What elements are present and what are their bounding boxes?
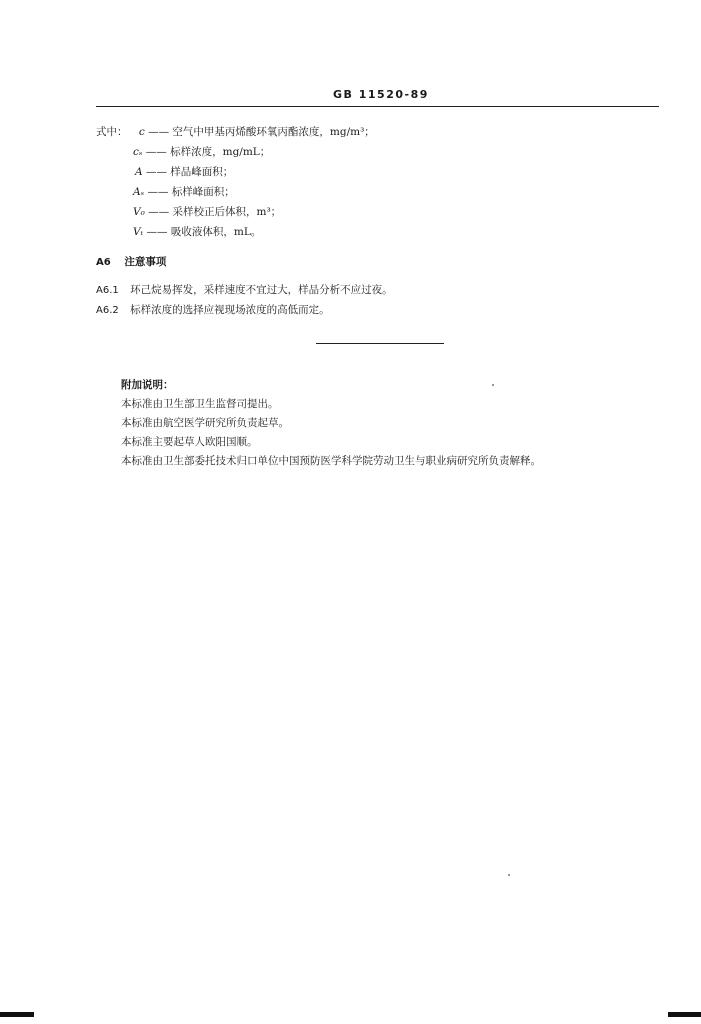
- formula-key-line: [133, 184, 235, 199]
- section-heading: [96, 254, 166, 269]
- formula-key-line: [133, 224, 261, 239]
- formula-dash: ——: [146, 226, 168, 238]
- section-item: [96, 282, 393, 297]
- item-number: A6.1: [96, 285, 119, 296]
- formula-desc: 吸收液体积，mL。: [170, 226, 262, 238]
- formula-desc: 空气中甲基丙烯酸环氧丙酯浓度，mg/m³；: [172, 126, 375, 138]
- formula-desc: 样品峰面积；: [170, 166, 234, 178]
- formula-dash: ——: [148, 206, 170, 218]
- scan-edge-mark: [668, 1012, 701, 1017]
- header-rule: [96, 106, 659, 107]
- formula-desc: 采样校正后体积，m³；: [172, 206, 282, 218]
- scan-speck: [492, 384, 494, 386]
- formula-desc: 标样峰面积；: [171, 186, 235, 198]
- item-number: A6.2: [96, 305, 119, 316]
- end-of-text-rule: [316, 343, 444, 344]
- formula-dash: ——: [145, 146, 167, 158]
- section-number: A6: [96, 257, 111, 268]
- notes-line: 本标准由卫生部委托技术归口单位中国预防医学科学院劳动卫生与职业病研究所负责解释。: [121, 455, 541, 467]
- formula-key-line: [133, 204, 281, 219]
- notes-line: 本标准主要起草人欧阳国顺。: [121, 436, 258, 448]
- formula-intro: 式中：: [96, 126, 128, 138]
- formula-symbol: c: [138, 126, 145, 138]
- formula-dash: ——: [148, 126, 170, 138]
- formula-key-line: [133, 144, 270, 159]
- formula-symbol: Vₜ: [133, 226, 144, 238]
- section-item: [96, 302, 330, 317]
- scan-speck: [508, 874, 510, 876]
- formula-dash: ——: [147, 186, 169, 198]
- section-title: 注意事项: [124, 256, 167, 268]
- formula-key-line: [96, 124, 375, 139]
- notes-line: 本标准由航空医学研究所负责起草。: [121, 417, 289, 429]
- formula-key-line: [135, 164, 233, 179]
- standard-number: GB 11520-89: [333, 88, 429, 101]
- notes-line: 本标准由卫生部卫生监督司提出。: [121, 398, 279, 410]
- formula-symbol: A: [135, 166, 143, 178]
- formula-desc: 标样浓度，mg/mL；: [170, 146, 271, 158]
- item-text: 标样浓度的选择应视现场浓度的高低而定。: [130, 304, 330, 316]
- scan-edge-mark: [0, 1012, 34, 1017]
- formula-symbol: cₛ: [133, 146, 143, 158]
- formula-symbol: V₀: [133, 206, 145, 218]
- item-text: 环己烷易挥发，采样速度不宜过大，样品分析不应过夜。: [130, 284, 393, 296]
- notes-title: 附加说明：: [121, 379, 174, 391]
- formula-symbol: Aₛ: [133, 186, 145, 198]
- formula-dash: ——: [145, 166, 167, 178]
